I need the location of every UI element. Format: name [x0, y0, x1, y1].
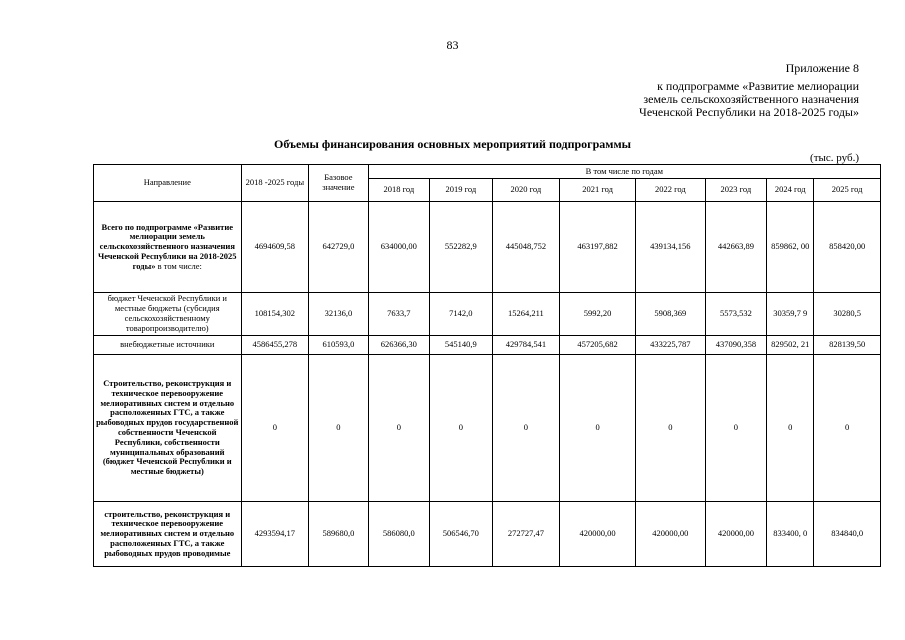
cell-value: 0	[430, 355, 493, 502]
cell-value: 437090,358	[705, 336, 766, 355]
cell-base: 610593,0	[309, 336, 368, 355]
cell-total: 108154,302	[241, 293, 309, 336]
cell-value: 5573,532	[705, 293, 766, 336]
cell-total: 4694609,58	[241, 202, 309, 293]
header-row-top	[94, 165, 881, 179]
page-number: 83	[446, 38, 459, 52]
cell-value: 30359,7 9	[767, 293, 814, 336]
appendix-desc-line-2: земель сельскохозяйственного назначения	[643, 92, 859, 106]
cell-value: 420000,00	[705, 502, 766, 567]
cell-value: 634000,00	[368, 202, 429, 293]
cell-value: 272727,47	[492, 502, 560, 567]
row-direction: строительство, реконструкция и техническое перевооружение мелиоративных систем и отдельно расположенных ГТС, а также рыбоводных прудов проводимые	[94, 502, 242, 567]
cell-total: 4586455,278	[241, 336, 309, 355]
cell-value: 7142,0	[430, 293, 493, 336]
cell-value: 0	[814, 355, 881, 502]
cell-value: 626366,30	[368, 336, 429, 355]
cell-value: 0	[767, 355, 814, 502]
cell-value: 0	[560, 355, 636, 502]
row-direction: внебюджетные источники	[94, 336, 242, 355]
table-row	[94, 355, 881, 502]
cell-base: 0	[309, 355, 368, 502]
table-row	[94, 336, 881, 355]
cell-value: 833400, 0	[767, 502, 814, 567]
header-year: 2018 год	[368, 179, 429, 202]
units-label: (тыс. руб.)	[810, 152, 859, 164]
header-year: 2025 год	[814, 179, 881, 202]
cell-value: 463197,882	[560, 202, 636, 293]
appendix-desc-line-1: к подпрограмме «Развитие мелиорации	[657, 79, 859, 93]
cell-total: 0	[241, 355, 309, 502]
cell-value: 442663,89	[705, 202, 766, 293]
appendix-desc-line-3: Чеченской Республики на 2018-2025 годы»	[639, 105, 859, 119]
cell-value: 457205,682	[560, 336, 636, 355]
cell-value: 0	[636, 355, 706, 502]
cell-value: 506546,70	[430, 502, 493, 567]
cell-value: 420000,00	[636, 502, 706, 567]
cell-base: 642729,0	[309, 202, 368, 293]
header-direction: Направление	[94, 165, 242, 202]
cell-value: 5992,20	[560, 293, 636, 336]
cell-value: 7633,7	[368, 293, 429, 336]
cell-value: 859862, 00	[767, 202, 814, 293]
row-direction: бюджет Чеченской Республики и местные бюджеты (субсидия сельскохозяйственному товаропроизводителю)	[94, 293, 242, 336]
cell-base: 32136,0	[309, 293, 368, 336]
row-direction: Строительство, реконструкция и техническое перевооружение мелиоративных систем и отдельно расположенных ГТС, а также рыбоводных прудов государственной собственности Чеченской Республики, собственности муниципальных образований (бюджет Чеченской Республики и местные бюджеты)	[94, 355, 242, 502]
cell-value: 858420,00	[814, 202, 881, 293]
cell-value: 0	[705, 355, 766, 502]
cell-total: 4293594,17	[241, 502, 309, 567]
cell-value: 829502, 21	[767, 336, 814, 355]
cell-value: 30280,5	[814, 293, 881, 336]
header-total: 2018 -2025 годы	[241, 165, 309, 202]
appendix-description	[639, 80, 859, 119]
header-year: 2020 год	[492, 179, 560, 202]
cell-value: 420000,00	[560, 502, 636, 567]
cell-value: 0	[492, 355, 560, 502]
document-title: Объемы финансирования основных мероприятий подпрограммы	[273, 137, 632, 151]
row-direction-tail: в том числе:	[155, 260, 202, 271]
cell-value: 5908,369	[636, 293, 706, 336]
cell-value: 433225,787	[636, 336, 706, 355]
table-row	[94, 293, 881, 336]
cell-value: 834840,0	[814, 502, 881, 567]
cell-value: 586080,0	[368, 502, 429, 567]
header-year: 2019 год	[430, 179, 493, 202]
table-row	[94, 202, 881, 293]
appendix-label: Приложение 8	[785, 61, 859, 75]
table-row	[94, 502, 881, 567]
cell-value: 439134,156	[636, 202, 706, 293]
header-year: 2023 год	[705, 179, 766, 202]
row-direction-bold: Всего по подпрограмме «Развитие мелиорации земель сельскохозяйственного назначения Чеченской Республики на 2018-2025 годы»	[97, 221, 237, 271]
cell-value: 0	[368, 355, 429, 502]
cell-value: 552282,9	[430, 202, 493, 293]
cell-value: 828139,50	[814, 336, 881, 355]
cell-value: 429784,541	[492, 336, 560, 355]
header-base: Базовое значение	[309, 165, 368, 202]
cell-value: 445048,752	[492, 202, 560, 293]
cell-value: 15264,211	[492, 293, 560, 336]
header-including-years: В том числе по годам	[368, 165, 880, 179]
row-direction	[94, 202, 242, 293]
header-year: 2022 год	[636, 179, 706, 202]
header-year: 2021 год	[560, 179, 636, 202]
cell-value: 545140,9	[430, 336, 493, 355]
header-year: 2024 год	[767, 179, 814, 202]
cell-base: 589680,0	[309, 502, 368, 567]
financing-table	[93, 164, 881, 567]
